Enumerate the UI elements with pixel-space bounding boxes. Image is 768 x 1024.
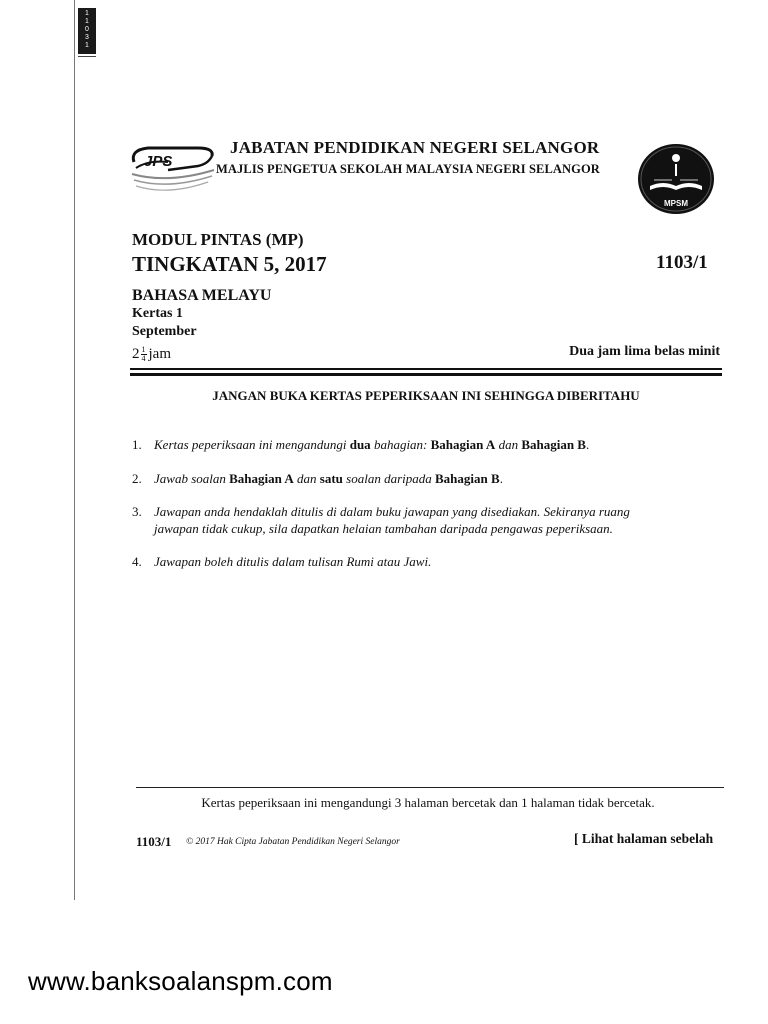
do-not-open-warning: JANGAN BUKA KERTAS PEPERIKSAAN INI SEHINGGA DIBERITAHU [212, 388, 640, 403]
side-tab-digit: 0 [85, 26, 89, 33]
header-rule-thin [130, 368, 722, 370]
instruction-text: Kertas peperiksaan ini mengandungi [154, 437, 350, 452]
instruction-text: bahagian: [370, 437, 431, 452]
side-tab-digit: 1 [85, 18, 89, 25]
instruction-item [132, 470, 692, 487]
exam-month: September [132, 324, 197, 339]
next-page-note: [ Lihat halaman sebelah [574, 831, 714, 846]
duration-fraction-part [141, 346, 147, 363]
mpsm-logo-text: MPSM [664, 199, 688, 208]
side-tab-underline [78, 56, 96, 57]
duration-denominator: 4 [141, 354, 146, 363]
paper-code: 1103/1 [656, 252, 708, 273]
instruction-text: . [585, 437, 590, 452]
instruction-text: jawapan tidak cukup, sila dapatkan helaian tambahan daripada pengawas peperiksaan. [154, 521, 613, 536]
mpsm-logo [636, 142, 716, 216]
side-tab-digit: 1 [85, 10, 89, 17]
instruction-text: Jawapan anda hendaklah ditulis di dalam buku jawapan yang disediakan. Sekiranya ruang [154, 504, 630, 519]
page-count-note: Kertas peperiksaan ini mengandungi 3 halaman bercetak dan 1 halaman tidak bercetak. [201, 795, 655, 810]
instruction-text: soalan daripada [342, 471, 436, 486]
council-name: MAJLIS PENGETUA SEKOLAH MALAYSIA NEGERI SELANGOR [216, 162, 600, 176]
instruction-item [132, 503, 692, 537]
instruction-number: 3. [132, 504, 142, 519]
instruction-bold: Bahagian A [430, 437, 496, 452]
footer-paper-code: 1103/1 [136, 834, 172, 849]
duration-words: Dua jam lima belas minit [569, 344, 720, 359]
footer-rule [136, 787, 724, 788]
form-year: TINGKATAN 5, 2017 [132, 252, 327, 276]
instruction-bold: Bahagian B [521, 437, 586, 452]
copyright-notice: © 2017 Hak Cipta Jabatan Pendidikan Negeri Selangor [186, 837, 400, 847]
instruction-bold: Bahagian B [435, 471, 500, 486]
instruction-bold: dua [349, 437, 371, 452]
instruction-bold: satu [319, 471, 343, 486]
duration-unit: jam [148, 346, 171, 362]
instruction-text: . [499, 471, 503, 486]
duration-numerator: 1 [141, 345, 146, 354]
instruction-text: dan [293, 471, 320, 486]
instruction-text: Jawapan boleh ditulis dalam tulisan Rumi atau Jawi. [154, 554, 432, 569]
instruction-item [132, 436, 692, 453]
jps-logo [128, 140, 220, 202]
module-name: MODUL PINTAS (MP) [132, 230, 304, 249]
instruction-bold: Bahagian A [229, 471, 294, 486]
paper-number: Kertas 1 [132, 306, 183, 321]
side-code-tab [78, 8, 96, 54]
instruction-number: 4. [132, 554, 142, 569]
watermark-url: www.banksoalanspm.com [28, 966, 333, 996]
jps-logo-text: JPS [144, 153, 173, 170]
header-rule-thick [130, 373, 722, 376]
department-name: JABATAN PENDIDIKAN NEGERI SELANGOR [230, 138, 600, 157]
duration-fraction [132, 346, 171, 363]
side-tab-digit: 3 [85, 34, 89, 41]
instruction-item [132, 553, 692, 570]
instruction-text: Jawab soalan [154, 471, 230, 486]
instruction-number: 2. [132, 471, 142, 486]
duration-whole: 2 [132, 346, 140, 362]
binding-margin-line [74, 0, 75, 900]
instruction-text: dan [495, 437, 522, 452]
side-tab-digit: 1 [85, 42, 89, 49]
subject-name: BAHASA MELAYU [132, 287, 272, 304]
instruction-number: 1. [132, 437, 142, 452]
